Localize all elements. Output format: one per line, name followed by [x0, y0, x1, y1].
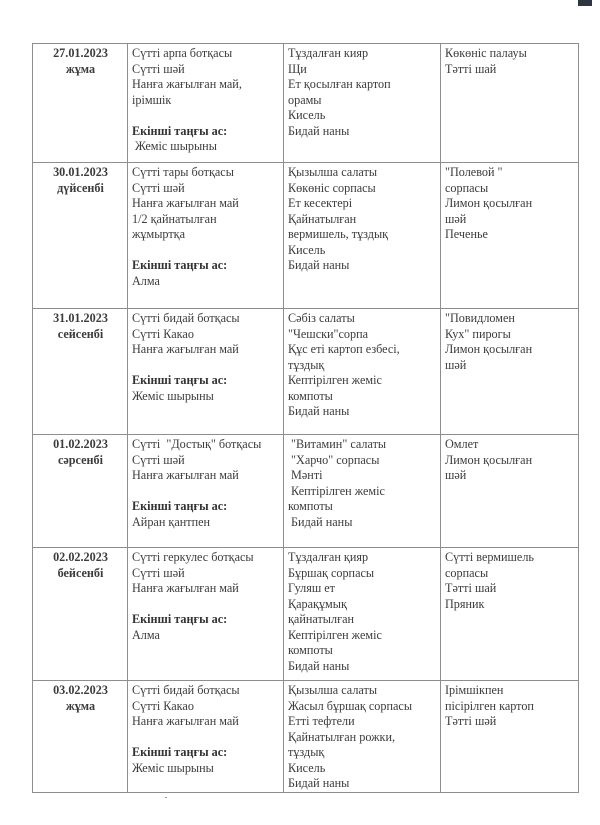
menu-day-row: [33, 309, 579, 435]
lunch-item: Бидай наны: [288, 404, 350, 418]
date-text: 03.02.2023: [53, 683, 108, 697]
spacer: [132, 730, 280, 746]
dinner-item: пісірілген картоп: [445, 698, 534, 713]
dinner-item: "Полевой ": [445, 165, 503, 179]
breakfast-item: Сүтті тары ботқасы: [132, 165, 234, 179]
dinner-items: [445, 550, 575, 612]
lunch-item: тұздық: [288, 745, 325, 759]
lunch-item: Кисель: [288, 108, 326, 122]
second-breakfast-label: Екінші таңғы ас:: [132, 745, 228, 759]
breakfast-item: жұмыртқа: [132, 227, 186, 241]
breakfast-item: Сүтті бидай ботқасы: [132, 683, 240, 697]
dinner-items: [445, 311, 575, 373]
lunch-item: Бидай наны: [288, 658, 350, 673]
dinner-cell: [441, 44, 579, 163]
dinner-item: Ірімшікпен: [445, 683, 504, 697]
lunch-cell: [284, 435, 441, 548]
breakfast-item: Нанға жағылған май: [132, 342, 239, 356]
menu-day-row: [33, 163, 579, 309]
lunch-item: Көкөніс сорпасы: [288, 180, 376, 195]
date-text: 31.01.2023: [53, 311, 108, 325]
lunch-item: компоты: [288, 388, 333, 403]
weekday-text: сейсенбі: [57, 326, 104, 341]
lunch-item: Ет қосылған картоп: [288, 77, 391, 91]
breakfast-items: [132, 165, 280, 243]
breakfast-items: [132, 46, 280, 108]
dinner-cell: [441, 548, 579, 681]
lunch-item: Сәбіз салаты: [288, 311, 355, 325]
second-breakfast-item: Айран қантпен: [132, 514, 211, 529]
date-text: 30.01.2023: [53, 165, 108, 179]
dinner-cell: [441, 435, 579, 548]
lunch-items: [288, 46, 437, 139]
dinner-items: [445, 46, 575, 77]
lunch-item: Бидай наны: [288, 258, 350, 272]
lunch-item: Қарақұмық: [288, 596, 347, 611]
lunch-item: Кисель: [288, 242, 326, 257]
lunch-item: Етті тефтели: [288, 714, 355, 728]
dinner-items: [445, 683, 575, 730]
second-breakfast-label: Екінші таңғы ас:: [132, 123, 228, 138]
breakfast-items: [132, 437, 280, 484]
menu-day-row: [33, 435, 579, 548]
lunch-item: компоты: [288, 643, 333, 657]
lunch-item: Қызылша салаты: [288, 165, 378, 179]
dinner-item: Лимон қосылған: [445, 452, 533, 467]
lunch-item: Тұздалған кияр: [288, 46, 369, 60]
lunch-cell: [284, 681, 441, 793]
dinner-item: шәй: [445, 357, 467, 372]
breakfast-cell: [128, 548, 284, 681]
date-cell: [33, 681, 128, 793]
dinner-item: Печенье: [445, 227, 488, 241]
lunch-item: Кептірілген жеміс: [288, 483, 385, 498]
lunch-item: тұздық: [288, 357, 325, 372]
dinner-item: Сүтті вермишель: [445, 550, 534, 564]
spacer: [132, 243, 280, 259]
lunch-item: Бұршақ сорпасы: [288, 565, 375, 580]
breakfast-item: Сүтті "Достық" ботқасы: [132, 437, 262, 451]
dinner-cell: [441, 309, 579, 435]
lunch-item: Қызылша салаты: [288, 683, 378, 697]
lunch-cell: [284, 44, 441, 163]
breakfast-item: Сүтті шәй: [132, 452, 185, 467]
dinner-item: "Повидломен: [445, 311, 515, 325]
lunch-item: Құс еті картоп езбесі,: [288, 342, 400, 356]
second-breakfast-items: [132, 389, 280, 405]
dinner-item: Пряник: [445, 596, 485, 611]
breakfast-item: Нанға жағылған май: [132, 581, 239, 595]
lunch-item: орамы: [288, 92, 322, 107]
second-breakfast-label: Екінші таңғы ас:: [132, 499, 228, 513]
lunch-items: [288, 683, 437, 792]
dinner-item: Тәтті шай: [445, 61, 497, 76]
breakfast-items: [132, 311, 280, 358]
menu-day-row: [33, 681, 579, 793]
dinner-cell: [441, 163, 579, 309]
lunch-item: вермишель, тұздық: [288, 227, 389, 241]
date-text: 01.02.2023: [53, 437, 108, 451]
lunch-item: Бидай наны: [288, 123, 350, 138]
weekday-text: бейсенбі: [57, 565, 104, 580]
breakfast-cell: [128, 309, 284, 435]
lunch-item: Тұздалған қияр: [288, 550, 369, 564]
dinner-item: шәй: [445, 211, 467, 226]
dinner-item: Тәтті шәй: [445, 714, 497, 728]
breakfast-item: Нанға жағылған май: [132, 714, 239, 728]
breakfast-item: Нанға жағылған май,: [132, 77, 242, 91]
breakfast-item: Сүтті шәй: [132, 180, 185, 195]
lunch-item: компоты: [288, 499, 333, 513]
lunch-items: [288, 311, 437, 420]
spacer: [132, 484, 280, 500]
dinner-item: сорпасы: [445, 180, 489, 195]
date-cell: [33, 435, 128, 548]
second-breakfast-item: Жеміс шырыны: [132, 388, 214, 403]
dinner-item: Көкөніс палауы: [445, 46, 527, 60]
dinner-item: Омлет: [445, 437, 479, 451]
dinner-item: Лимон қосылған: [445, 342, 533, 356]
lunch-cell: [284, 548, 441, 681]
menu-day-row: [33, 548, 579, 681]
breakfast-cell: [128, 435, 284, 548]
lunch-item: Кептірілген жеміс: [288, 627, 382, 642]
breakfast-cell: [128, 681, 284, 793]
lunch-item: Щи: [288, 61, 307, 76]
breakfast-item: Сүтті геркулес ботқасы: [132, 550, 254, 564]
lunch-cell: [284, 163, 441, 309]
second-breakfast-items: [132, 628, 280, 644]
breakfast-item: Сүтті Какао: [132, 326, 194, 341]
second-breakfast-items: [132, 139, 280, 155]
breakfast-item: Сүтті шәй: [132, 565, 185, 580]
second-breakfast-item: Алма: [132, 273, 160, 288]
date-cell: [33, 163, 128, 309]
dinner-cell: [441, 681, 579, 793]
second-breakfast-item: Жеміс шырыны: [132, 139, 217, 153]
dinner-item: шәй: [445, 468, 467, 482]
breakfast-item: Сүтті арпа ботқасы: [132, 46, 233, 60]
breakfast-item: 1/2 қайнатылған: [132, 211, 217, 226]
lunch-item: "Харчо" сорпасы: [288, 452, 380, 467]
breakfast-item: Сүтті бидай ботқасы: [132, 311, 240, 325]
date-text: 02.02.2023: [53, 550, 108, 564]
menu-table-body: [33, 44, 579, 793]
dinner-item: Тәтті шай: [445, 581, 497, 595]
lunch-cell: [284, 309, 441, 435]
lunch-items: [288, 165, 437, 274]
dinner-item: сорпасы: [445, 565, 489, 580]
second-breakfast-label: Екінші таңғы ас:: [132, 258, 228, 272]
lunch-item: Мәнті: [288, 468, 323, 482]
breakfast-item: Сүтті Какао: [132, 698, 194, 713]
weekday-text: жұма: [65, 61, 96, 76]
lunch-item: Кептірілген жеміс: [288, 373, 382, 387]
lunch-item: Қайнатылған рожки,: [288, 729, 396, 744]
lunch-item: Жасыл бұршақ сорпасы: [288, 698, 413, 713]
second-breakfast-item: Алма: [132, 627, 160, 642]
menu-day-row: [33, 44, 579, 163]
lunch-item: Кисель: [288, 760, 326, 775]
dinner-item: Кух" пирогы: [445, 326, 511, 341]
breakfast-cell: [128, 44, 284, 163]
weekday-text: дүйсенбі: [57, 180, 104, 195]
spacer: [132, 358, 280, 374]
spacer: [132, 108, 280, 124]
lunch-item: Бидай наны: [288, 776, 350, 790]
breakfast-item: Нанға жағылған май: [132, 196, 239, 210]
lunch-item: қайнатылған: [288, 612, 354, 626]
date-cell: [33, 44, 128, 163]
weekday-text: сәрсенбі: [57, 452, 104, 467]
lunch-items: [288, 437, 437, 530]
spacer: [132, 597, 280, 613]
lunch-item: "Витамин" салаты: [288, 437, 387, 451]
breakfast-item: Нанға жағылған май: [132, 468, 239, 482]
lunch-item: Қайнатылған: [288, 211, 357, 226]
lunch-item: Бидай наны: [288, 514, 353, 529]
lunch-item: Ет кесектері: [288, 196, 353, 210]
breakfast-cell: [128, 163, 284, 309]
second-breakfast-label: Екінші таңғы ас:: [132, 373, 228, 387]
lunch-item: "Чешски"сорпа: [288, 326, 369, 341]
lunch-item: Гуляш ет: [288, 581, 335, 595]
date-text: 27.01.2023: [53, 46, 108, 60]
breakfast-item: Сүтті шәй: [132, 61, 185, 76]
second-breakfast-items: [132, 761, 280, 777]
dinner-items: [445, 437, 575, 484]
second-breakfast-label: Екінші таңғы ас:: [132, 612, 228, 626]
date-cell: [33, 309, 128, 435]
scan-speck: [165, 797, 167, 798]
lunch-items: [288, 550, 437, 674]
breakfast-items: [132, 550, 280, 597]
dinner-items: [445, 165, 575, 243]
weekly-menu-table: [32, 43, 579, 793]
second-breakfast-items: [132, 274, 280, 290]
dinner-item: Лимон қосылған: [445, 196, 533, 210]
second-breakfast-item: Жеміс шырыны: [132, 760, 214, 775]
second-breakfast-items: [132, 515, 280, 531]
breakfast-item: ірімшік: [132, 92, 172, 107]
date-cell: [33, 548, 128, 681]
weekday-text: жұма: [65, 698, 96, 713]
breakfast-items: [132, 683, 280, 730]
scan-corner-mark: [578, 0, 592, 6]
